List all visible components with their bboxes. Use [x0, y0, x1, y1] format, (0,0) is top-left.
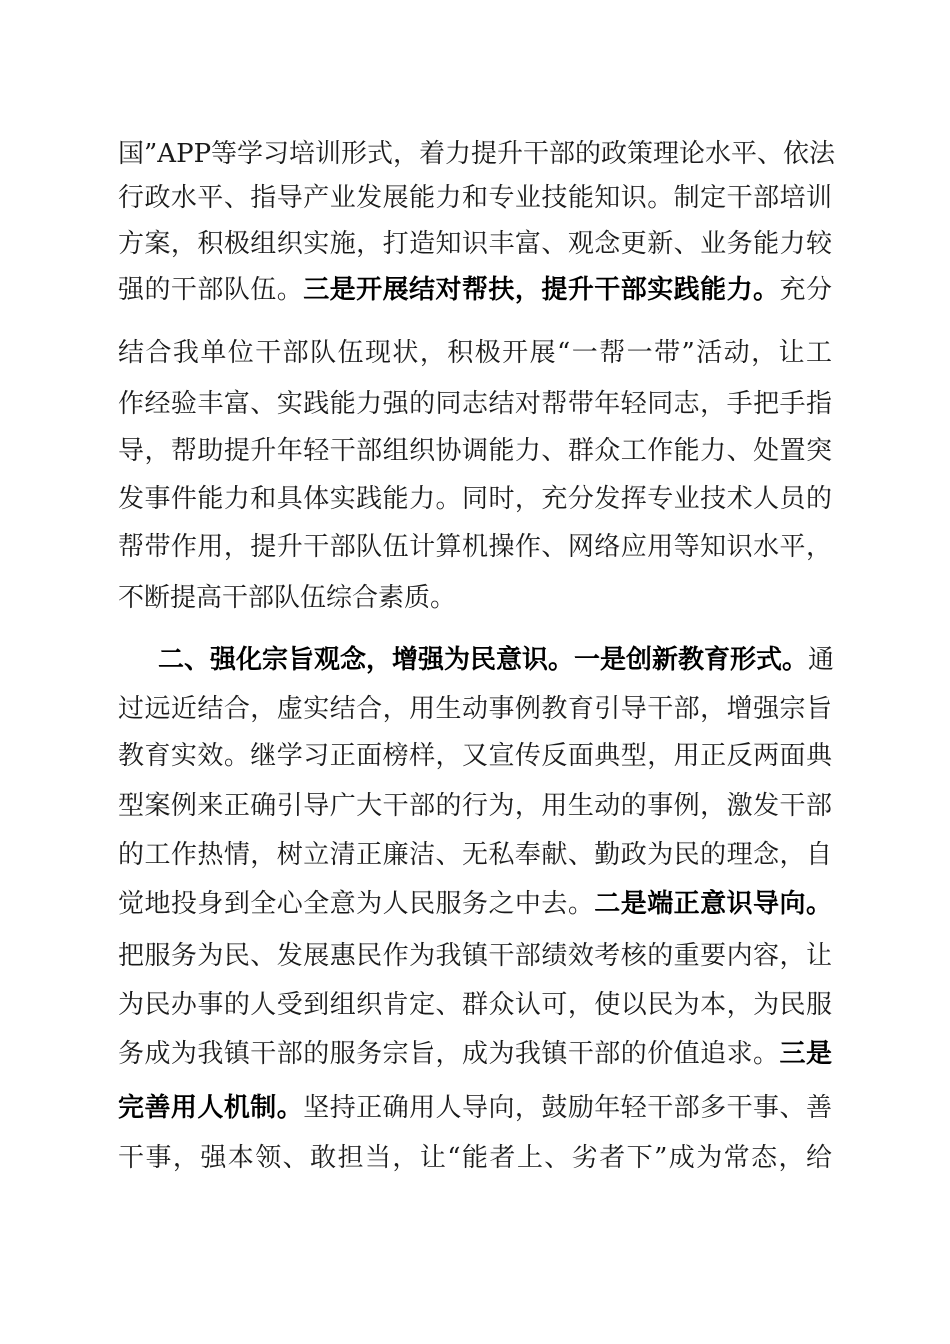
text-segment: 干事，强本领、敢担当，让“能者上、劣者下”成为常态，给 — [118, 1143, 832, 1173]
text-segment: 发事件能力和具体实践能力。同时，充分发挥专业技术人员的 — [118, 484, 832, 514]
text-segment: 过远近结合，虚实结合，用生动事例教育引导干部，增强宗旨 — [118, 694, 832, 724]
text-line — [118, 1088, 832, 1128]
text-line — [118, 884, 832, 924]
bold-heading-segment: 三是开展结对帮扶，提升干部实践能力。 — [303, 275, 780, 305]
text-segment: 不断提高干部队伍综合素质。 — [118, 583, 457, 613]
text-line — [118, 431, 832, 471]
text-line — [118, 134, 836, 174]
bold-heading-segment: 完善用人机制。 — [118, 1093, 304, 1123]
text-segment: 行政水平、指导产业发展能力和专业技能知识。制定干部培训 — [118, 183, 832, 213]
text-line — [118, 1034, 832, 1074]
text-segment: 把服务为民、发展惠民作为我镇干部绩效考核的重要内容，让 — [118, 941, 832, 971]
text-line — [118, 689, 832, 729]
bold-heading-segment: 三是 — [779, 1039, 832, 1069]
text-line — [118, 1138, 832, 1178]
text-line — [118, 479, 832, 519]
bold-heading-segment: 二是端正意识导向。 — [594, 889, 832, 919]
text-segment: 务成为我镇干部的服务宗旨，成为我镇干部的价值追求。 — [118, 1039, 780, 1069]
text-segment: 教育实效。继学习正面榜样，又宣传反面典型，用正反两面典 — [118, 741, 832, 771]
text-segment: 充分 — [779, 275, 832, 305]
text-segment: 国”APP等学习培训形式，着力提升干部的政策理论水平、依法 — [118, 139, 836, 169]
section-heading-line — [158, 640, 835, 680]
text-segment: 觉地投身到全心全意为人民服务之中去。 — [118, 889, 595, 919]
text-segment: 型案例来正确引导广大干部的行为，用生动的事例，激发干部 — [118, 791, 832, 821]
text-line — [118, 835, 832, 875]
text-segment: 为民办事的人受到组织肯定、群众认可，使以民为本，为民服 — [118, 990, 832, 1020]
text-segment: 作经验丰富、实践能力强的同志结对帮带年轻同志，手把手指 — [118, 389, 832, 419]
text-line — [118, 178, 832, 218]
text-line — [118, 736, 832, 776]
text-segment: 方案，积极组织实施，打造知识丰富、观念更新、业务能力较 — [118, 229, 832, 259]
text-line — [118, 578, 832, 618]
text-segment: 导，帮助提升年轻干部组织协调能力、群众工作能力、处置突 — [118, 436, 832, 466]
text-line — [118, 786, 832, 826]
text-line — [118, 270, 832, 310]
text-segment: 结合我单位干部队伍现状，积极开展“一帮一带”活动，让工 — [118, 338, 832, 368]
text-line — [118, 333, 832, 373]
text-line — [118, 384, 832, 424]
text-line — [118, 985, 832, 1025]
text-line — [118, 527, 832, 567]
section-heading: 二、强化宗旨观念，增强为民意识。 — [158, 645, 575, 675]
text-segment: 强的干部队伍。 — [118, 275, 304, 305]
text-segment: 坚持正确用人导向，鼓励年轻干部多干事、善 — [303, 1093, 832, 1123]
text-segment: 帮带作用，提升干部队伍计算机操作、网络应用等知识水平， — [118, 532, 832, 562]
text-line — [118, 224, 832, 264]
bold-heading-segment: 一是创新教育形式。 — [574, 645, 809, 675]
text-line — [118, 936, 832, 976]
text-segment: 的工作热情，树立清正廉洁、无私奉献、勤政为民的理念，自 — [118, 840, 832, 870]
text-segment: 通 — [808, 645, 835, 675]
